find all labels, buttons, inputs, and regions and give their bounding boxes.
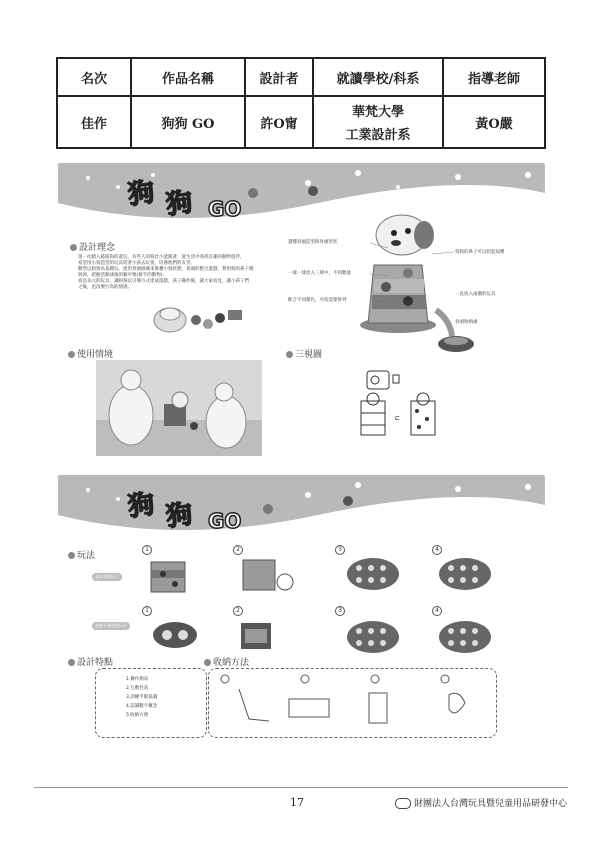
play-steps-row1-image [145,552,505,602]
logo-word-2: 狗 [164,499,195,533]
section-concept: 設計理念 [70,240,115,253]
table-header-row [57,58,545,96]
step-1-3: 3 [335,545,345,555]
header-work: 作品名稱 [131,58,245,96]
feature-item: 5.收納方便 [126,713,149,718]
header-teacher: 指導老師 [443,58,545,96]
cell-teacher: 黃O嚴 [443,96,545,148]
footer-divider [34,787,568,788]
bullet-icon [68,351,75,358]
callout-6: 骨頭收納處 [455,320,478,325]
step-2-1: 1 [142,606,152,616]
award-table [56,57,546,149]
step-1-1: 1 [142,545,152,555]
callout-lines [340,240,460,310]
cell-rank: 佳作 [57,96,131,148]
section-storage: 收納方法 [204,655,249,668]
header-rank: 名次 [57,58,131,96]
tdc-logo-icon [395,798,411,809]
school-line2: 工業設計系 [345,128,411,143]
page-number: 17 [290,796,304,809]
section-features: 設計特點 [68,655,113,668]
callout-4: 狗狗的鼻子可以抬起按壓 [455,250,505,255]
bullet-icon [68,552,75,559]
header-school: 就讀學校/科系 [313,58,443,96]
callout-2: 一球一球放入三層中，不同數量 [288,271,351,276]
top-banner-1 [58,163,545,225]
step-2-4: 4 [432,606,442,616]
section-usage: 使用情境 [68,347,113,360]
step-1-2: 2 [233,545,243,555]
usage-photo [96,360,262,456]
section-views: 三視圖 [286,347,322,360]
play-tag-basic: 基本遊戲玩法 [92,573,122,581]
step-1-4: 4 [432,545,442,555]
feature-item: 2.互動性高 [126,686,149,691]
header-designer: 設計者 [245,58,313,96]
feature-item: 4.認識數字概念 [126,704,158,709]
section-play: 玩法 [68,548,95,561]
step-2-3: 3 [335,606,345,616]
storage-box [208,668,497,738]
callout-3: 配合不同顏色，可依需要排列 [288,298,347,303]
cell-school [313,96,443,148]
footer-org: 財團法人台灣玩具暨兒童用品研發中心 [395,796,567,809]
logo-word-1: 狗 [126,177,157,211]
product-parts-image [140,298,250,338]
school-line1: 華梵大學 [351,105,404,120]
bullet-icon [68,659,75,666]
logo-word-1: 狗 [126,489,157,523]
callout-1: 讀懂骨頭造型與骨頭形狀 [288,240,338,245]
play-steps-row2-image [145,613,505,661]
cell-designer: 許O甯 [245,96,313,148]
logo-go: GO [208,197,242,221]
bullet-icon [70,244,77,251]
callout-5: 一直放入兩個的玩具 [455,292,496,297]
step-2-2: 2 [233,606,243,616]
feature-item: 3.訓練手眼協調 [126,695,158,700]
bullet-icon [204,659,211,666]
table-row [57,96,545,148]
storage-steps-image [209,669,496,737]
feature-item: 1.操作簡易 [126,677,149,682]
three-view-drawing [355,365,445,440]
play-tag-advanced: 進階分類遊戲玩法 [92,622,130,630]
bullet-icon [286,351,293,358]
top-banner-2 [58,475,545,537]
logo-go: GO [208,509,242,533]
logo-word-2: 狗 [164,187,195,221]
svg-text:⊏: ⊏ [395,415,401,422]
cell-work: 狗狗 GO [131,96,245,148]
concept-text: 第一次踏入搖搖狗的遊玩，有些人的狗比小能跟著，從生活中尋找有趣的動物遊伴， 希望用小狗造型的玩具陪著小孩去玩耍，培養他們的友善。 數學以狗狗為基礎玩，使用骨頭組織來堆疊小狗狀態，骨頭的整合遊戲，利用狗的鼻子嗅 與掉，把握活動球後的順序要(接手的動物)。 真是多元的玩具，讓狗狗以引導方式達成遊戲，孩子操作後，讓大家看見，讓小孩子們 之後，也改變行為的情感。 [78,255,254,290]
features-box [95,668,207,738]
